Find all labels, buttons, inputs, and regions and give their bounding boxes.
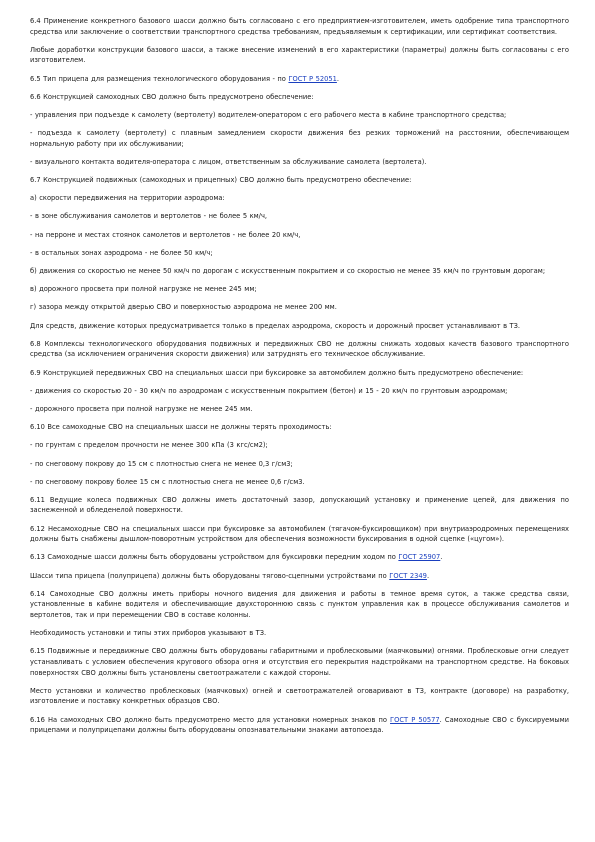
paragraph [30,74,569,85]
paragraph-text: - визуального контакта водителя-оператора с лицом, ответственным за обслуживание самолета (вертолета). [30,157,427,166]
paragraph-text: Любые доработки конструкции базового шасси, а также внесение изменений в его характеристики (параметры) должны быть согласованы с его изготовителем. [30,45,569,65]
standard-reference-link[interactable]: ГОСТ 2349 [389,571,427,580]
paragraph [30,715,569,736]
paragraph-text: - подъезда к самолету (вертолету) с плавным замедлением скорости движения без резких торможений на расстоянии, обеспечивающем нормальную работу при их обслуживании; [30,129,569,148]
paragraph-text: Для средств, движение которых предусматривается только в пределах аэродрома, скорость и дорожный просвет устанавливают в ТЗ. [30,321,521,330]
paragraph-text: . [440,553,443,562]
paragraph-text: 6.12 Несамоходные СВО на специальных шасси при буксировке за автомобилем (тягачом-буксировщиком) при внутриаэродромных перемещениях должны быть снабжены дышлом-поворотным устройством для обеспечения возможности буксирования в одной сцепке («цугом»). [30,524,569,544]
paragraph [30,552,569,563]
paragraph-text: 6.6 Конструкцией самоходных СВО должно быть предусмотрено обеспечение: [30,92,314,101]
paragraph-text: г) зазора между открытой дверью СВО и поверхностью аэродрома не менее 200 мм. [30,303,337,312]
paragraph [30,571,569,582]
paragraph [30,422,569,433]
paragraph [30,339,569,360]
paragraph-text: Необходимость установки и типы этих приборов указывают в ТЗ. [30,629,267,638]
paragraph [30,440,569,451]
paragraph [30,45,569,66]
paragraph [30,459,569,470]
paragraph-text: . Самоходные СВО с буксируемыми прицепами и полуприцепами должны быть оборудованы опознавательными знаками автопоезда. [30,715,569,735]
standard-reference-link[interactable]: ГОСТ Р 50577 [390,715,440,724]
paragraph-text: 6.4 Применение конкретного базового шасси должно быть согласовано с его предприятием-изготовителем, иметь одобрение типа транспортного средства или заключение о соответствии транспортного средства требованиям, предъявляемым к сертификации, или сертификат соответствия. [30,17,569,36]
paragraph [30,321,569,332]
paragraph [30,404,569,415]
paragraph-text: 6.13 Самоходные шасси должны быть оборудованы устройством для буксировки передним ходом по [30,553,399,562]
paragraph [30,92,569,103]
paragraph-text: - по грунтам с пределом прочности не менее 300 кПа (3 кгс/см2); [30,441,268,450]
paragraph-text: 6.8 Комплексы технологического оборудования подвижных и передвижных СВО не должны снижать ходовых качеств базового транспортного средства (за исключением ограничения скорости движения) или затруднять его техническое обслуживание. [30,339,569,359]
paragraph-text: 6.11 Ведущие колеса подвижных СВО должны иметь достаточный зазор, допускающий установку и применение цепей, для движения по заснеженной и обледенелой поверхности. [30,495,569,515]
paragraph-text: - на перроне и местах стоянок самолетов и вертолетов - не более 20 км/ч, [30,230,301,239]
paragraph [30,175,569,186]
paragraph [30,193,569,204]
paragraph-text: Место установки и количество проблесковых (маячковых) огней и светоотражателей оговаривают в ТЗ, контракте (договоре) на разработку, изготовление и поставку конкретных образцов СВО. [30,686,569,706]
paragraph-text: 6.9 Конструкцией передвижных СВО на специальных шасси при буксировке за автомобилем должно быть предусмотрено обеспечение: [30,368,524,377]
paragraph-text: 6.14 Самоходные СВО должны иметь приборы ночного видения для движения и работы в темное время суток, а также средства связи, установленные в кабине водителя и обеспечивающие двухстороннюю связь с пунктом управления как в процессе обслуживания самолетов и вертолетов, так и при перемещении СВО в составе колонны. [30,589,569,619]
paragraph-text: - управления при подъезде к самолету (вертолету) водителем-оператором с его рабочего места в кабине транспортного средства; [30,110,507,119]
paragraph-text: а) скорости передвижения на территории аэродрома: [30,194,225,203]
paragraph-text: 6.16 На самоходных СВО должно быть предусмотрено место для установки номерных знаков по [30,715,391,724]
paragraph [30,16,569,37]
paragraph-text: - в зоне обслуживания самолетов и вертолетов - не более 5 км/ч, [30,212,268,221]
paragraph [30,686,569,707]
paragraph-text: б) движения со скоростью не менее 50 км/ч по дорогам с искусственным покрытием и со скоростью не менее 35 км/ч по грунтовым дорогам; [30,267,546,276]
paragraph [30,157,569,168]
paragraph [30,628,569,639]
paragraph-text: . [336,74,340,83]
paragraph [30,211,569,222]
paragraph-text: Шасси типа прицепа (полуприцепа) должны быть оборудованы тягово-сцепными устройствами по [30,571,390,580]
paragraph-text: - в остальных зонах аэродрома - не более 50 км/ч; [30,248,213,257]
paragraph [30,477,569,488]
paragraph-text: - дорожного просвета при полной нагрузке не менее 245 мм. [30,404,253,413]
paragraph [30,128,569,149]
paragraph [30,495,569,516]
paragraph [30,589,569,621]
paragraph [30,230,569,241]
paragraph-text: - по снеговому покрову более 15 см с плотностью снега не менее 0,6 г/см3. [30,477,305,486]
paragraph [30,284,569,295]
paragraph-text: в) дорожного просвета при полной нагрузке не менее 245 мм; [30,285,257,294]
paragraph-text: 6.10 Все самоходные СВО на специальных шасси не должны терять проходимость: [30,423,332,432]
paragraph-text: 6.15 Подвижные и передвижные СВО должны быть оборудованы габаритными и проблесковыми (маячковыми) огнями. Проблесковые огни следует устанавливать с условием обеспечения кругового обзора огня и отсутствия его перекрытия надстройками на транспортном средстве. На боковых поверхностях СВО должны быть установлены светоотражатели с каждой стороны. [30,647,569,677]
paragraph-text: . [426,571,430,580]
paragraph [30,524,569,545]
paragraph [30,248,569,259]
paragraph-text: 6.5 Тип прицепа для размещения технологического оборудования - по [30,74,289,83]
standard-reference-link[interactable]: ГОСТ Р 52051 [288,74,337,83]
paragraph-text: 6.7 Конструкцией подвижных (самоходных и прицепных) СВО должно быть предусмотрено обеспечение: [30,176,412,185]
paragraph-text: - движения со скоростью 20 - 30 км/ч по аэродромам с искусственным покрытием (бетон) и 15 - 20 км/ч по грунтовым аэродромам; [30,386,508,395]
paragraph [30,110,569,121]
paragraph [30,266,569,277]
paragraph [30,386,569,397]
paragraph [30,302,569,313]
standard-reference-link[interactable]: ГОСТ 25907 [398,553,441,562]
paragraph [30,368,569,379]
paragraph [30,646,569,678]
paragraph-text: - по снеговому покрову до 15 см с плотностью снега не менее 0,3 г/см3; [30,459,293,468]
